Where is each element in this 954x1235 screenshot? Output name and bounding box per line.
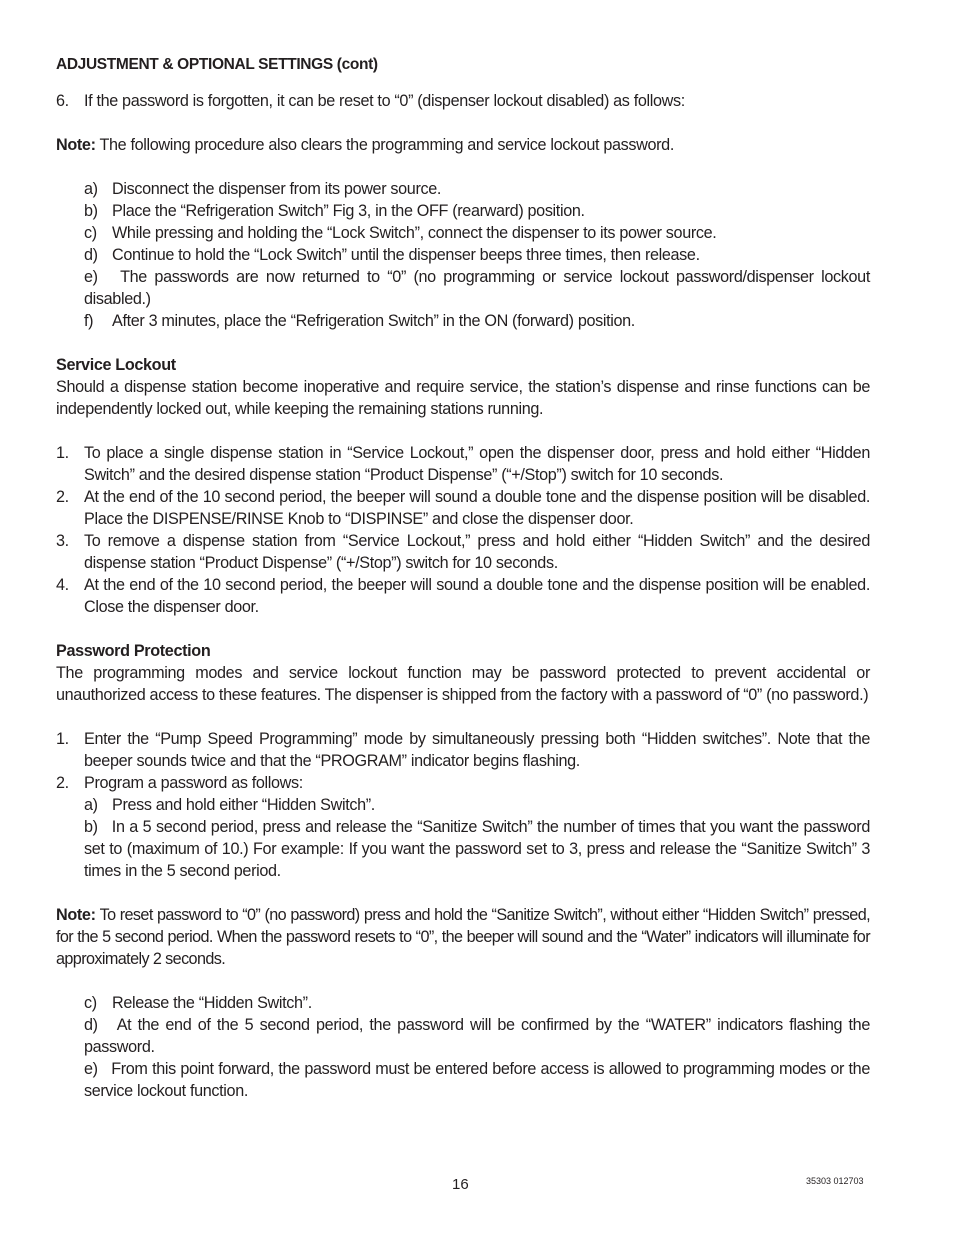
list-item [84, 1014, 870, 1058]
list-number: 3. [56, 532, 69, 550]
list-text: To remove a dispense station from “Service Lockout,” press and hold either “Hidden Switch” and the desired dispense station “Product Dispense” (“+/Stop”) switch for 10 seconds. [84, 532, 870, 572]
step-text: Disconnect the dispenser from its power source. [112, 180, 442, 198]
step-text: In a 5 second period, press and release the “Sanitize Switch” the number of times that you want the password set to (maximum of 10.) For example: If you want the password set to 3, press and release the “Sanitize Switch” 3 times in the 5 second period. [84, 818, 870, 880]
list-item [84, 244, 870, 266]
password-steps-a-b [56, 794, 870, 882]
reset-steps [56, 178, 870, 332]
list-number: 2. [56, 488, 69, 506]
list-item [56, 530, 870, 574]
note-paragraph [56, 134, 870, 156]
note-label: Note: [56, 906, 96, 924]
document-code: 35303 012703 [806, 1176, 864, 1186]
list-number: 1. [56, 730, 69, 748]
step-label: a) [84, 180, 98, 198]
note-paragraph [56, 904, 870, 970]
list-text: At the end of the 10 second period, the beeper will sound a double tone and the dispense position will be disabled. Place the DISPENSE/RINSE Knob to “DISPINSE” and close the dispenser door. [84, 488, 870, 528]
step-text: Release the “Hidden Switch”. [112, 994, 312, 1012]
list-text: If the password is forgotten, it can be reset to “0” (dispenser lockout disabled) as follows: [84, 92, 685, 110]
section-heading: ADJUSTMENT & OPTIONAL SETTINGS (cont) [56, 56, 378, 73]
step-text: Press and hold either “Hidden Switch”. [112, 796, 375, 814]
step-label: c) [84, 224, 97, 242]
list-number: 2. [56, 774, 69, 792]
list-item [84, 992, 870, 1014]
step-text: From this point forward, the password must be entered before access is allowed to programming modes or the service lockout function. [84, 1060, 870, 1100]
list-item [56, 772, 870, 794]
step-label: b) [84, 818, 98, 836]
list-item [84, 310, 870, 332]
password-protection-heading: Password Protection [56, 642, 211, 660]
list-number: 1. [56, 444, 69, 462]
service-lockout-heading: Service Lockout [56, 356, 176, 374]
list-item-6 [56, 90, 870, 112]
list-text: At the end of the 10 second period, the beeper will sound a double tone and the dispense position will be enabled. Close the dispenser door. [84, 576, 870, 616]
password-protection-intro: The programming modes and service lockout function may be password protected to prevent accidental or unauthorized access to these features. The dispenser is shipped from the factory with a password of “0” (no password.) [56, 664, 870, 704]
list-number: 6. [56, 92, 69, 110]
password-steps-c-e [56, 992, 870, 1102]
note-text: To reset password to “0” (no password) press and hold the “Sanitize Switch”, without either “Hidden Switch” pressed, for the 5 second period. When the password resets to “0”, the beeper will sound and the “Water” indicators will illuminate for approximately 2 seconds. [56, 906, 870, 968]
list-item [84, 816, 870, 882]
list-number: 4. [56, 576, 69, 594]
list-item [84, 794, 870, 816]
list-item [56, 486, 870, 530]
step-label: d) [84, 1016, 98, 1034]
list-item [84, 178, 870, 200]
list-item [84, 222, 870, 244]
service-lockout-intro: Should a dispense station become inoperative and require service, the station’s dispense and rinse functions can be independently locked out, while keeping the remaining stations running. [56, 378, 870, 418]
list-text: Enter the “Pump Speed Programming” mode by simultaneously pressing both “Hidden switches”. Note that the beeper sounds twice and that the “PROGRAM” indicator begins flashing. [84, 730, 870, 770]
list-item [56, 574, 870, 618]
step-text: Continue to hold the “Lock Switch” until the dispenser beeps three times, then release. [112, 246, 700, 264]
step-label: f) [84, 312, 94, 330]
step-text: After 3 minutes, place the “Refrigeration Switch” in the ON (forward) position. [112, 312, 635, 330]
step-label: d) [84, 246, 98, 264]
list-item [56, 728, 870, 772]
list-text: To place a single dispense station in “Service Lockout,” open the dispenser door, press and hold either “Hidden Switch” and the desired dispense station “Product Dispense” (“+/Stop”) switch for 10 seconds. [84, 444, 870, 484]
list-item [84, 266, 870, 310]
step-text: Place the “Refrigeration Switch” Fig 3, in the OFF (rearward) position. [112, 202, 585, 220]
list-text: Program a password as follows: [84, 774, 303, 792]
step-text: While pressing and holding the “Lock Switch”, connect the dispenser to its power source. [112, 224, 717, 242]
list-item [84, 200, 870, 222]
step-label: e) [84, 268, 98, 286]
step-label: b) [84, 202, 98, 220]
step-text: The passwords are now returned to “0” (no programming or service lockout password/dispenser lockout disabled.) [84, 268, 870, 308]
step-label: e) [84, 1060, 98, 1078]
page-number: 16 [452, 1176, 469, 1193]
note-text: The following procedure also clears the programming and service lockout password. [95, 136, 674, 154]
note-label: Note: [56, 136, 96, 154]
step-label: c) [84, 994, 97, 1012]
list-item [84, 1058, 870, 1102]
step-label: a) [84, 796, 98, 814]
list-item [56, 442, 870, 486]
page-body [56, 54, 870, 1102]
step-text: At the end of the 5 second period, the password will be confirmed by the “WATER” indicators flashing the password. [84, 1016, 870, 1056]
